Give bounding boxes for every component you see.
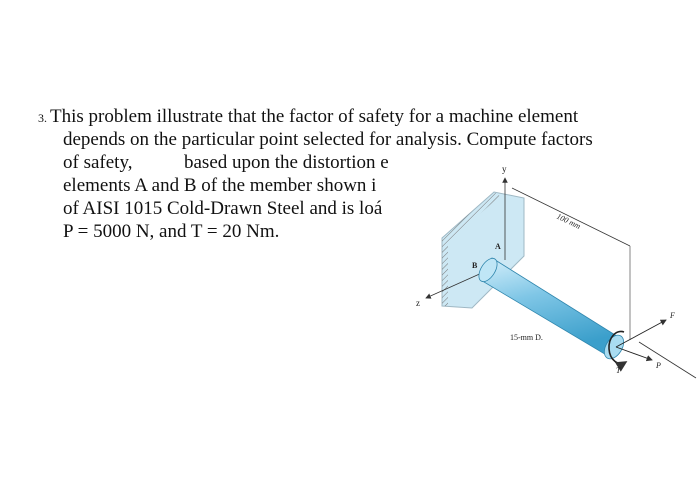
figure-svg (404, 160, 700, 385)
problem-line-2: depends on the particular point selected for analysis. Compute factors (63, 129, 593, 150)
wall-hatch-left (442, 238, 448, 306)
problem-line-1 (38, 106, 578, 130)
diameter-label: 15-mm D. (510, 333, 543, 342)
y-axis-label: y (502, 164, 507, 174)
problem-line-5: of AISI 1015 Cold-Drawn Steel and is loá (63, 198, 383, 219)
element-b-label: B (472, 261, 478, 270)
length-label: 100 mm (555, 211, 583, 232)
problem-number: 3. (38, 111, 47, 125)
shaft-body (484, 258, 620, 356)
problem-line-6: P = 5000 N, and T = 20 Nm. (63, 221, 280, 242)
problem-line-4: elements A and B of the member shown i (63, 175, 377, 196)
torque-label: T (616, 366, 621, 375)
element-a-label: A (495, 242, 501, 251)
force-f-label: F (670, 311, 675, 320)
force-p-arrow (616, 347, 652, 360)
z-axis-label: z (416, 298, 420, 308)
problem-line-3: of safety, (63, 152, 133, 173)
problem-text-1: This problem illustrate that the factor of safety for a machine element (50, 106, 579, 127)
cantilever-shaft-figure (404, 160, 700, 385)
x-axis (639, 342, 696, 378)
force-p-label: P (656, 361, 661, 370)
problem-line-3b: based upon the distortion e (184, 152, 389, 173)
